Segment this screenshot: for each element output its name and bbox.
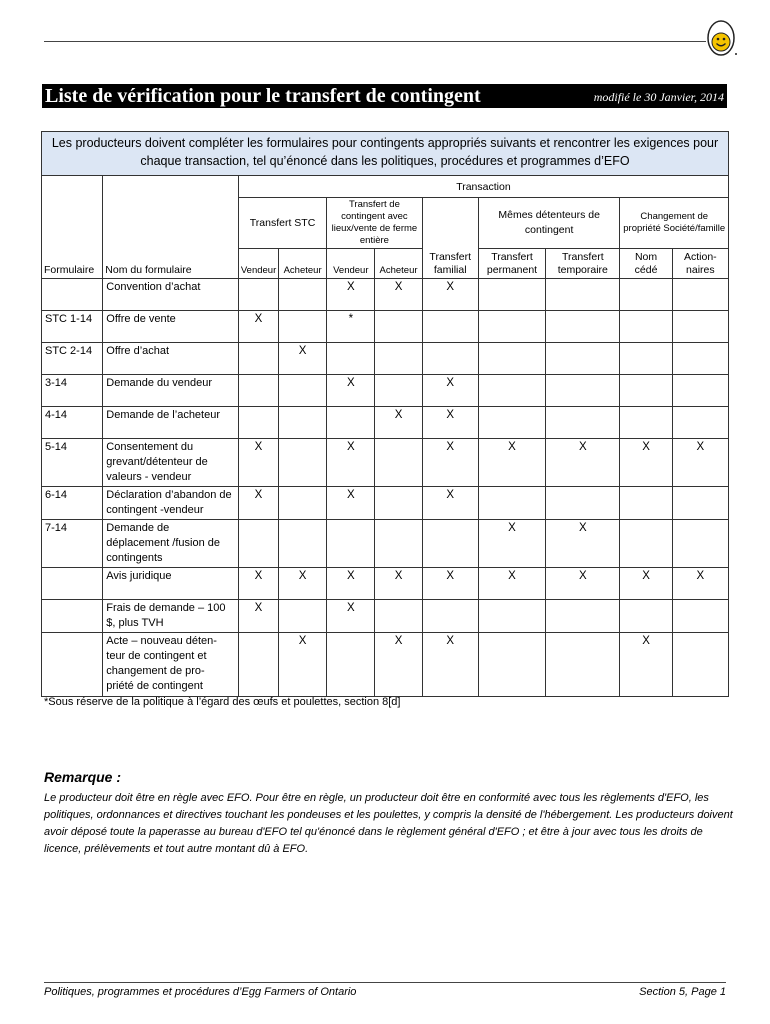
check-mark: X [422,487,478,520]
intro-text: Les producteurs doivent compléter les formulaires pour contingents appropriés suivants et rencontrer les exigences pour chaque transaction, tel qu’énoncé dans les politiques, procédures et programmes d’EFO [42,132,729,176]
table-row [42,487,729,520]
check-mark: X [279,568,327,600]
check-mark: X [672,568,728,600]
check-mark [478,311,545,343]
check-mark: X [279,343,327,375]
form-name: Offre de vente [103,311,239,343]
check-mark: X [478,520,545,568]
form-code: STC 1-14 [42,311,103,343]
check-mark [620,520,672,568]
form-name: Frais de demande – 100 $, plus TVH [103,600,239,633]
check-mark: X [238,568,278,600]
table-row [42,311,729,343]
header-memes-detenteurs: Mêmes détenteurs de contingent [478,198,620,249]
check-mark [478,279,545,311]
check-mark [422,600,478,633]
form-code: STC 2-14 [42,343,103,375]
form-name: Offre d’achat [103,343,239,375]
remark-body: Le producteur doit être en règle avec EFO. Pour être en règle, un producteur doit être en conformité avec tous les règlements d'EFO, les politiques, ordonnances et directives touchant les pondeuses et les poulettes, y compris la densité de l'hébergement. Les producteurs doivent avoir déposé toute la paperasse au bureau d'EFO tel qu'énoncé dans le règlement général d'EFO ; et être à jour avec tous les droits de licence, prélèvements et tout autre montant dû à EFO. [44,792,733,855]
check-mark: X [422,439,478,487]
remark-heading: Remarque : [44,769,122,785]
check-mark [238,375,278,407]
form-code: 7-14 [42,520,103,568]
check-mark [279,487,327,520]
table-row [42,375,729,407]
check-mark [279,279,327,311]
check-mark [672,487,728,520]
check-mark: X [422,407,478,439]
table-row [42,279,729,311]
header-lieux-acheteur: Acheteur [375,249,422,279]
check-mark [620,600,672,633]
check-mark [238,279,278,311]
header-stc-acheteur: Acheteur [279,249,327,279]
check-mark [672,600,728,633]
check-mark [327,520,375,568]
check-mark: X [327,487,375,520]
smiley-egg-icon [704,16,740,60]
table-row [42,520,729,568]
check-mark: X [422,375,478,407]
check-mark [546,407,620,439]
check-mark: X [238,311,278,343]
check-mark [672,375,728,407]
check-mark [279,439,327,487]
check-mark: X [478,439,545,487]
header-transfert-stc: Transfert STC [238,198,326,249]
header-transfert-temporaire: Transfert temporaire [546,249,620,279]
check-mark [672,343,728,375]
check-mark [546,311,620,343]
check-mark [375,487,422,520]
check-mark: X [620,439,672,487]
check-mark: X [546,439,620,487]
check-mark: X [279,633,327,697]
check-mark: X [327,600,375,633]
title-bar [42,84,727,108]
check-mark [375,375,422,407]
check-mark [327,633,375,697]
check-mark [279,407,327,439]
check-mark: X [327,375,375,407]
check-mark: X [672,439,728,487]
check-mark [546,343,620,375]
check-mark [238,343,278,375]
check-mark [279,375,327,407]
check-mark [546,279,620,311]
check-mark: * [327,311,375,343]
check-mark: X [375,279,422,311]
check-mark [478,633,545,697]
revision-date: modifié le 30 Janvier, 2014 [593,90,724,104]
table-row [42,600,729,633]
check-mark: X [546,520,620,568]
check-mark [672,520,728,568]
check-mark: X [238,600,278,633]
header-nom-formulaire: Nom du formulaire [103,176,239,279]
check-mark: X [238,439,278,487]
check-mark [327,343,375,375]
header-changement-propriete: Changement de propriété Société/famille [620,198,729,249]
header-nom-cede: Nom cédé [620,249,672,279]
footnote: *Sous réserve de la politique à l’égard des œufs et poulettes, section 8[d] [44,696,401,708]
check-mark [478,600,545,633]
check-mark [672,407,728,439]
form-code [42,600,103,633]
check-mark [238,633,278,697]
header-formulaire: Formulaire [42,176,103,279]
check-mark [672,633,728,697]
check-mark [620,375,672,407]
table-body [42,279,729,697]
check-mark [546,375,620,407]
footer-page-number: Section 5, Page 1 [639,986,726,998]
table-row [42,407,729,439]
form-name: Avis juridique [103,568,239,600]
form-code: 5-14 [42,439,103,487]
check-mark: X [422,568,478,600]
check-mark [478,375,545,407]
check-mark [620,311,672,343]
check-mark: X [422,633,478,697]
header-transfert-permanent: Transfert permanent [478,249,545,279]
check-mark: X [375,633,422,697]
form-code [42,633,103,697]
check-mark [279,311,327,343]
check-mark [620,407,672,439]
check-mark: X [375,568,422,600]
form-name: Demande de déplacement /fusion de contingents [103,520,239,568]
check-mark: X [327,439,375,487]
form-code: 4-14 [42,407,103,439]
form-code [42,279,103,311]
form-code: 6-14 [42,487,103,520]
check-mark [375,439,422,487]
header-transfert-lieux: Transfert de contingent avec lieux/vente de ferme entière [327,198,422,249]
check-mark [279,600,327,633]
bottom-rule [44,982,726,983]
check-mark [375,520,422,568]
check-mark: X [327,568,375,600]
check-mark [375,600,422,633]
checklist-table [41,131,729,697]
header-lieux-vendeur: Vendeur [327,249,375,279]
check-mark: X [327,279,375,311]
check-mark [238,520,278,568]
header-transfert-familial: Transfert familial [422,198,478,279]
check-mark [478,407,545,439]
check-mark [620,279,672,311]
form-name: Convention d’achat [103,279,239,311]
check-mark [620,487,672,520]
check-mark: X [546,568,620,600]
form-name: Demande de l’acheteur [103,407,239,439]
check-mark [422,343,478,375]
check-mark: X [620,633,672,697]
check-mark [620,343,672,375]
form-name: Demande du vendeur [103,375,239,407]
check-mark [279,520,327,568]
check-mark: X [620,568,672,600]
check-mark: X [422,279,478,311]
check-mark [546,600,620,633]
check-mark: X [375,407,422,439]
check-mark [375,311,422,343]
check-mark [478,343,545,375]
form-code [42,568,103,600]
check-mark [546,487,620,520]
check-mark: X [478,568,545,600]
form-name: Consentement du grevant/détenteur de valeurs - vendeur [103,439,239,487]
form-code: 3-14 [42,375,103,407]
check-mark [672,311,728,343]
check-mark [546,633,620,697]
table-row [42,343,729,375]
check-mark [238,407,278,439]
header-actionnaires: Action- naires [672,249,728,279]
footer-left: Politiques, programmes et procédures d’Egg Farmers of Ontario [44,986,357,998]
table-row [42,633,729,697]
check-mark [422,520,478,568]
form-name: Acte – nouveau déten- teur de contingent et changement de pro- priété de contingent [103,633,239,697]
page-title: Liste de vérification pour le transfert de contingent [45,85,481,107]
check-mark [327,407,375,439]
table-row [42,568,729,600]
table-row [42,439,729,487]
check-mark [672,279,728,311]
check-mark: X [238,487,278,520]
check-mark [422,311,478,343]
check-mark [478,487,545,520]
form-name: Déclaration d’abandon de contingent -vendeur [103,487,239,520]
top-rule [44,41,706,42]
check-mark [375,343,422,375]
header-transaction: Transaction [238,176,728,198]
header-stc-vendeur: Vendeur [238,249,278,279]
